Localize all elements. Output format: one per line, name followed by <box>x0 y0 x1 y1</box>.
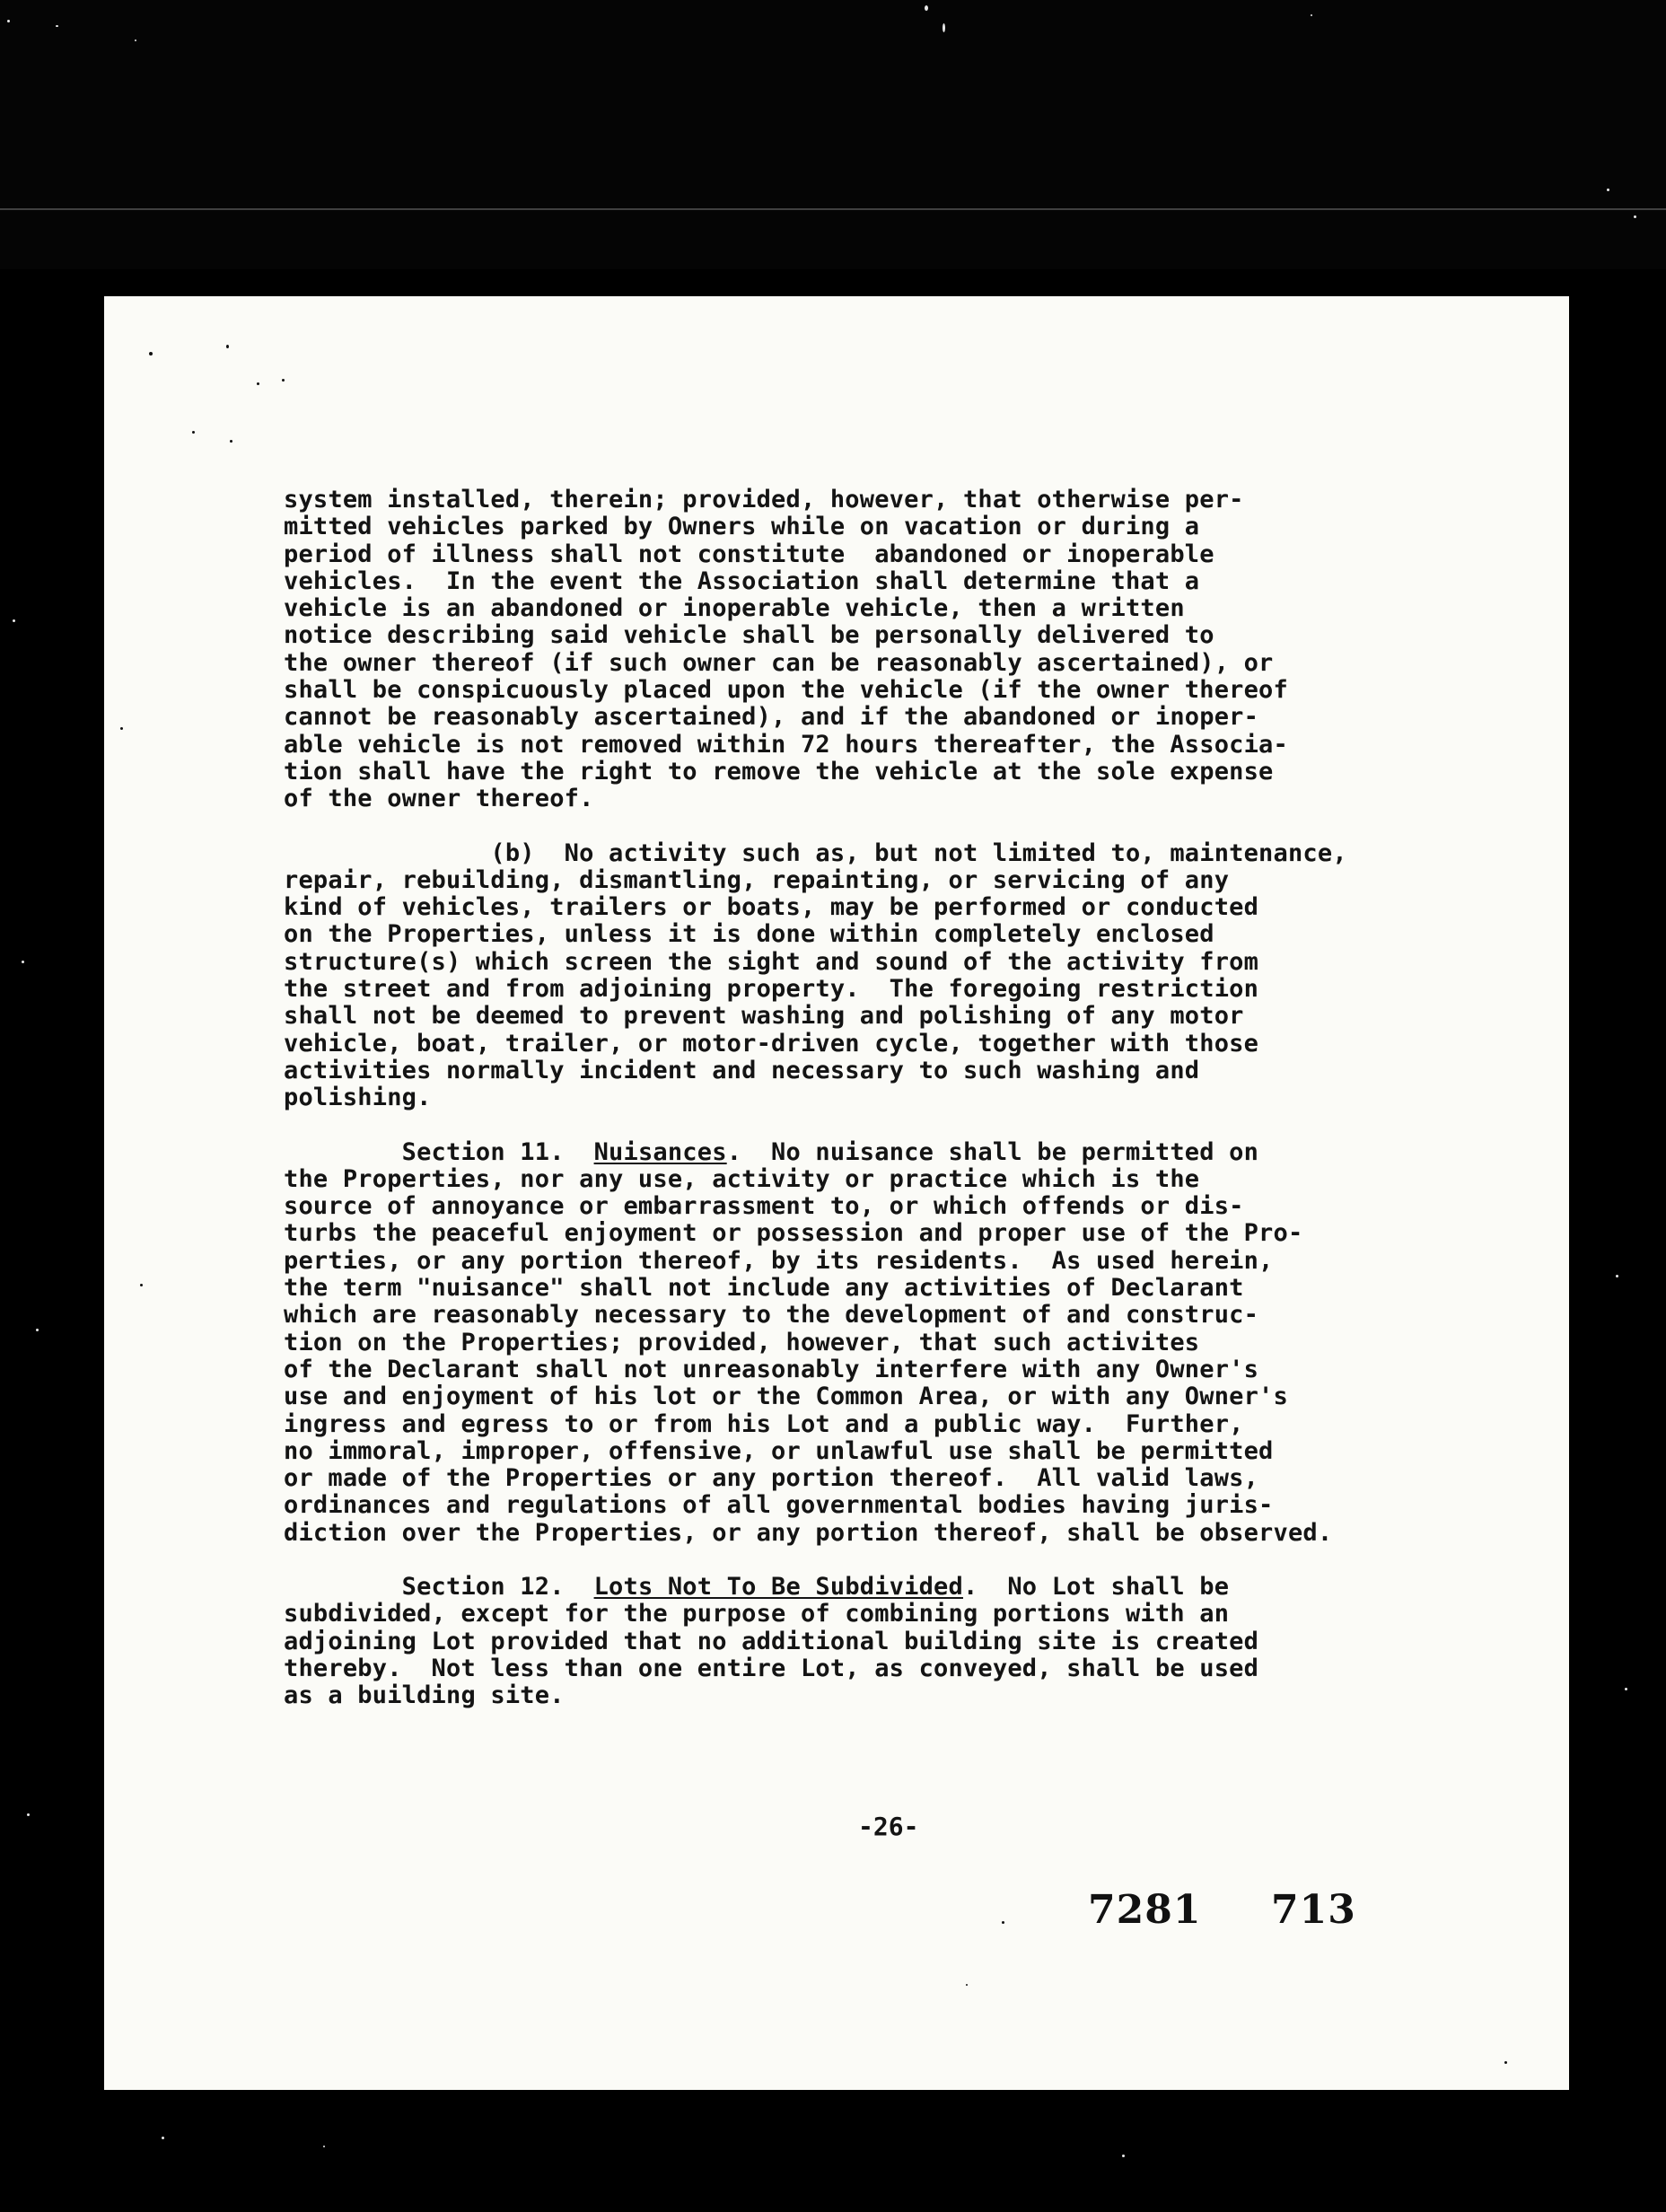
text-line: shall not be deemed to prevent washing and polishing of any motor <box>284 1002 1244 1031</box>
text-line: on the Properties, unless it is done within completely enclosed <box>284 920 1214 949</box>
scan-speck <box>1616 1275 1618 1277</box>
page-speck <box>282 379 285 382</box>
page-speck <box>257 382 259 385</box>
text-line: the owner thereof (if such owner can be reasonably ascertained), or <box>284 648 1274 677</box>
section-11-heading <box>284 1138 1258 1166</box>
text-line: system installed, therein; provided, however, that otherwise per- <box>284 486 1244 514</box>
scan-speck <box>1122 2155 1125 2157</box>
text-line: shall be conspicuously placed upon the vehicle (if the owner thereof <box>284 676 1288 705</box>
page-speck <box>966 1984 968 1986</box>
paragraph-section-11 <box>284 1139 1540 1547</box>
section-11-number: Section 11. <box>284 1137 594 1166</box>
scan-speck <box>1634 215 1636 218</box>
text-line: thereby. Not less than one entire Lot, as conveyed, shall be used <box>284 1654 1259 1682</box>
text-line: source of annoyance or embarrassment to, or which offends or dis- <box>284 1192 1244 1221</box>
text-line: the term "nuisance" shall not include any activities of Declarant <box>284 1274 1244 1303</box>
scan-speck <box>135 40 136 41</box>
text-line: the street and from adjoining property. The foregoing restriction <box>284 975 1259 1004</box>
recording-stamp-page: 713 <box>1271 1887 1356 1933</box>
text-line: perties, or any portion thereof, by its residents. As used herein, <box>284 1246 1274 1275</box>
document-page <box>104 296 1569 2090</box>
text-line: repair, rebuilding, dismantling, repainting, or servicing of any <box>284 865 1230 894</box>
page-speck <box>1002 1921 1004 1924</box>
page-speck <box>230 440 232 443</box>
text-line: of the Declarant shall not unreasonably interfere with any Owner's <box>284 1355 1259 1383</box>
text-line: of the owner thereof. <box>284 785 594 813</box>
document-body <box>284 487 1540 1709</box>
text-line: which are reasonably necessary to the development of and construc- <box>284 1301 1259 1330</box>
scan-speck <box>36 1329 39 1331</box>
paragraph-subsection-b <box>284 840 1540 1112</box>
scan-speck <box>27 1813 30 1816</box>
section-12-number: Section 12. <box>284 1572 594 1601</box>
text-line: vehicles. In the event the Association shall determine that a <box>284 566 1200 595</box>
text-line: no immoral, improper, offensive, or unlawful use shall be permitted <box>284 1436 1274 1465</box>
scan-band-line <box>0 208 1666 210</box>
text-line: ingress and egress to or from his Lot and a public way. Further, <box>284 1409 1244 1438</box>
paragraph-continuation <box>284 487 1540 813</box>
text-line: or made of the Properties or any portion thereof. All valid laws, <box>284 1464 1259 1493</box>
text-line: vehicle, boat, trailer, or motor-driven cycle, together with those <box>284 1029 1259 1058</box>
page-speck <box>192 431 195 434</box>
scan-speck <box>925 5 928 11</box>
text-line: tion shall have the right to remove the vehicle at the sole expense <box>284 757 1274 786</box>
text-line: notice describing said vehicle shall be personally delivered to <box>284 621 1214 650</box>
page-speck <box>140 1284 143 1286</box>
text-line: period of illness shall not constitute abandoned or inoperable <box>284 540 1214 568</box>
scan-speck <box>56 25 58 27</box>
section-12-heading-text: . No Lot shall be <box>962 1572 1230 1601</box>
page-speck <box>1504 2061 1507 2064</box>
scan-speck <box>1311 14 1312 16</box>
text-line: polishing. <box>284 1084 432 1112</box>
text-line: turbs the peaceful enjoyment or possession and proper use of the Pro- <box>284 1219 1303 1248</box>
text-line: subdivided, except for the purpose of combining portions with an <box>284 1600 1230 1628</box>
text-line: (b) No activity such as, but not limited to, maintenance, <box>284 838 1347 867</box>
scan-speck <box>1607 189 1609 191</box>
page-speck <box>226 345 229 348</box>
section-11-heading-text: . No nuisance shall be permitted on <box>726 1137 1259 1166</box>
text-line: tion on the Properties; provided, however, that such activites <box>284 1328 1200 1356</box>
text-line: adjoining Lot provided that no additional building site is created <box>284 1627 1259 1655</box>
page-number: -26- <box>858 1812 919 1841</box>
scan-speck <box>1625 1688 1627 1690</box>
scan-speck <box>22 961 24 963</box>
text-line: use and enjoyment of his lot or the Common Area, or with any Owner's <box>284 1382 1288 1411</box>
text-line: kind of vehicles, trailers or boats, may be performed or conducted <box>284 893 1259 922</box>
section-12-title: Lots Not To Be Subdivided <box>593 1572 963 1601</box>
text-line: diction over the Properties, or any portion thereof, shall be observed. <box>284 1518 1333 1547</box>
section-11-title: Nuisances <box>593 1137 727 1166</box>
text-line: activities normally incident and necessary to such washing and <box>284 1056 1200 1084</box>
paragraph-section-12 <box>284 1574 1540 1709</box>
scan-speck <box>162 2137 164 2139</box>
scan-speck <box>323 2146 325 2147</box>
text-line: structure(s) which screen the sight and sound of the activity from <box>284 947 1259 976</box>
page-speck <box>149 352 153 356</box>
text-line: vehicle is an abandoned or inoperable vehicle, then a written <box>284 594 1185 623</box>
text-line: ordinances and regulations of all governmental bodies having juris- <box>284 1491 1274 1520</box>
recording-stamp-book: 7281 <box>1088 1887 1202 1933</box>
text-line: as a building site. <box>284 1681 565 1710</box>
scan-speck <box>13 619 15 622</box>
text-line: mitted vehicles parked by Owners while on vacation or during a <box>284 513 1200 541</box>
text-line: able vehicle is not removed within 72 hours thereafter, the Associa- <box>284 730 1288 759</box>
page-speck <box>120 727 123 730</box>
section-12-heading <box>284 1573 1229 1601</box>
text-line: the Properties, nor any use, activity or practice which is the <box>284 1164 1200 1193</box>
text-line: cannot be reasonably ascertained), and if the abandoned or inoper- <box>284 703 1259 732</box>
scan-top-band <box>0 0 1666 269</box>
scan-speck <box>7 20 10 22</box>
scan-speck <box>943 23 945 32</box>
